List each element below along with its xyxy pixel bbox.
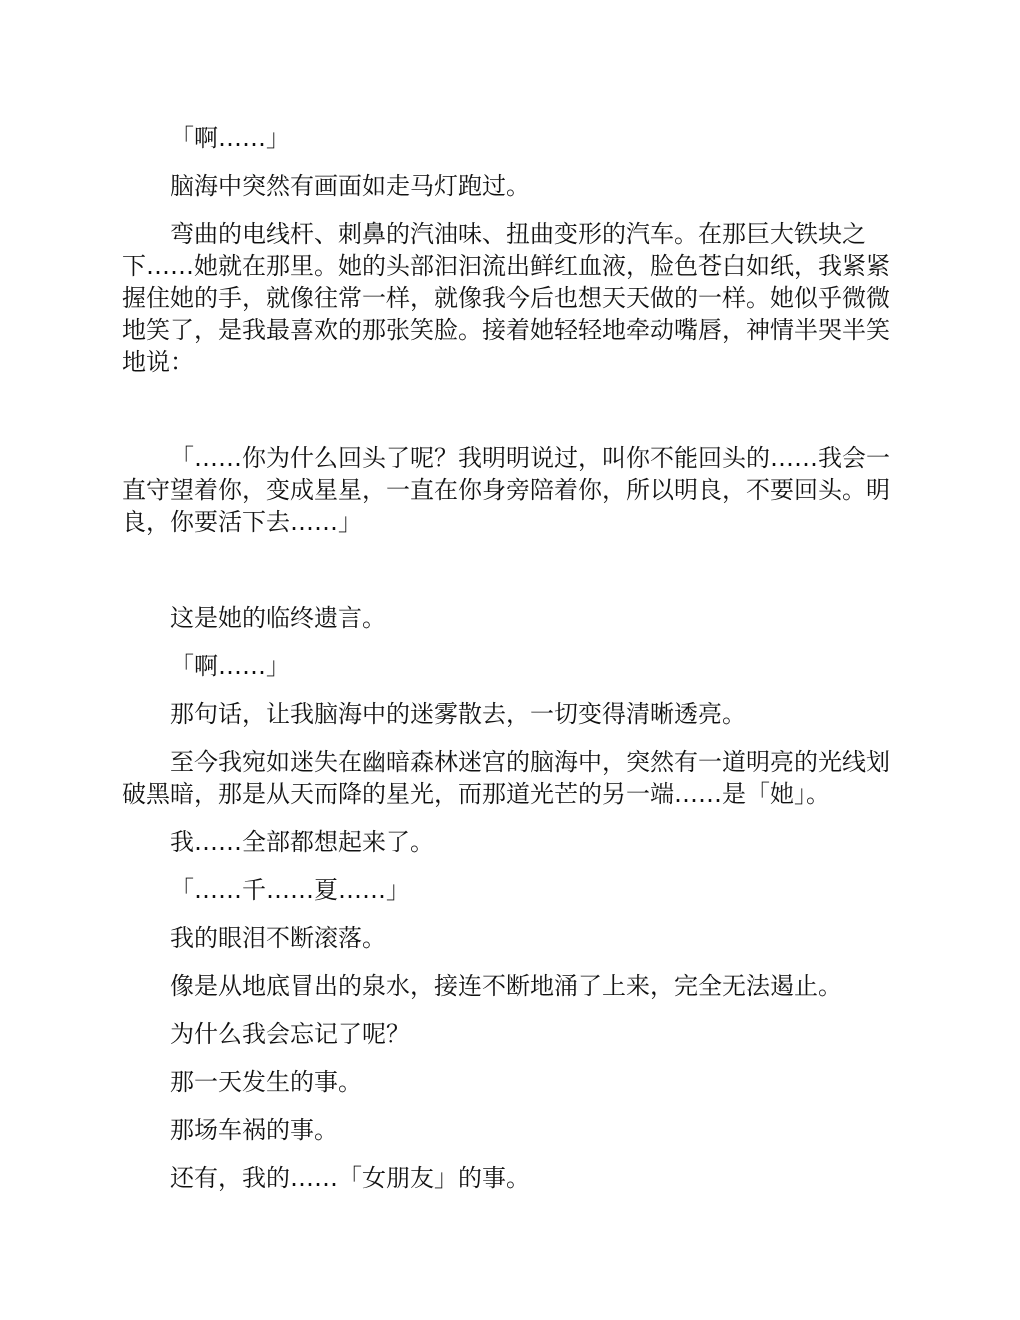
paragraph-13: 为什么我会忘记了呢？ — [170, 1020, 410, 1048]
paragraph-9: 我……全部都想起来了。 — [170, 828, 434, 856]
paragraph-11: 我的眼泪不断滚落。 — [170, 924, 386, 952]
paragraph-7: 那句话，让我脑海中的迷雾散去，一切变得清晰透亮。 — [170, 700, 746, 728]
paragraph-6: 「啊……」 — [170, 652, 290, 680]
paragraph-10: 「……千……夏……」 — [170, 876, 410, 904]
paragraph-8: 至今我宛如迷失在幽暗森林迷宫的脑海中，突然有一道明亮的光线划破黑暗，那是从天而降的星光，而那道光芒的另一端……是「她」。 — [122, 748, 890, 808]
paragraph-3: 弯曲的电线杆、刺鼻的汽油味、扭曲变形的汽车。在那巨大铁块之下……她就在那里。她的头部汩汩流出鲜红血液，脸色苍白如纸，我紧紧握住她的手，就像往常一样，就像我今后也想天天做的一样。她似乎微微地笑了，是我最喜欢的那张笑脸。接着她轻轻地牵动嘴唇，神情半哭半笑地说： — [122, 220, 890, 376]
paragraph-2: 脑海中突然有画面如走马灯跑过。 — [170, 172, 530, 200]
paragraph-14: 那一天发生的事。 — [170, 1068, 362, 1096]
paragraph-12: 像是从地底冒出的泉水，接连不断地涌了上来，完全无法遏止。 — [170, 972, 842, 1000]
paragraph-5: 这是她的临终遗言。 — [170, 604, 386, 632]
paragraph-4: 「……你为什么回头了呢？我明明说过，叫你不能回头的……我会一直守望着你，变成星星，一直在你身旁陪着你，所以明良，不要回头。明良，你要活下去……」 — [122, 444, 890, 536]
paragraph-16: 还有，我的……「女朋友」的事。 — [170, 1164, 530, 1192]
paragraph-1: 「啊……」 — [170, 124, 290, 152]
paragraph-15: 那场车祸的事。 — [170, 1116, 338, 1144]
